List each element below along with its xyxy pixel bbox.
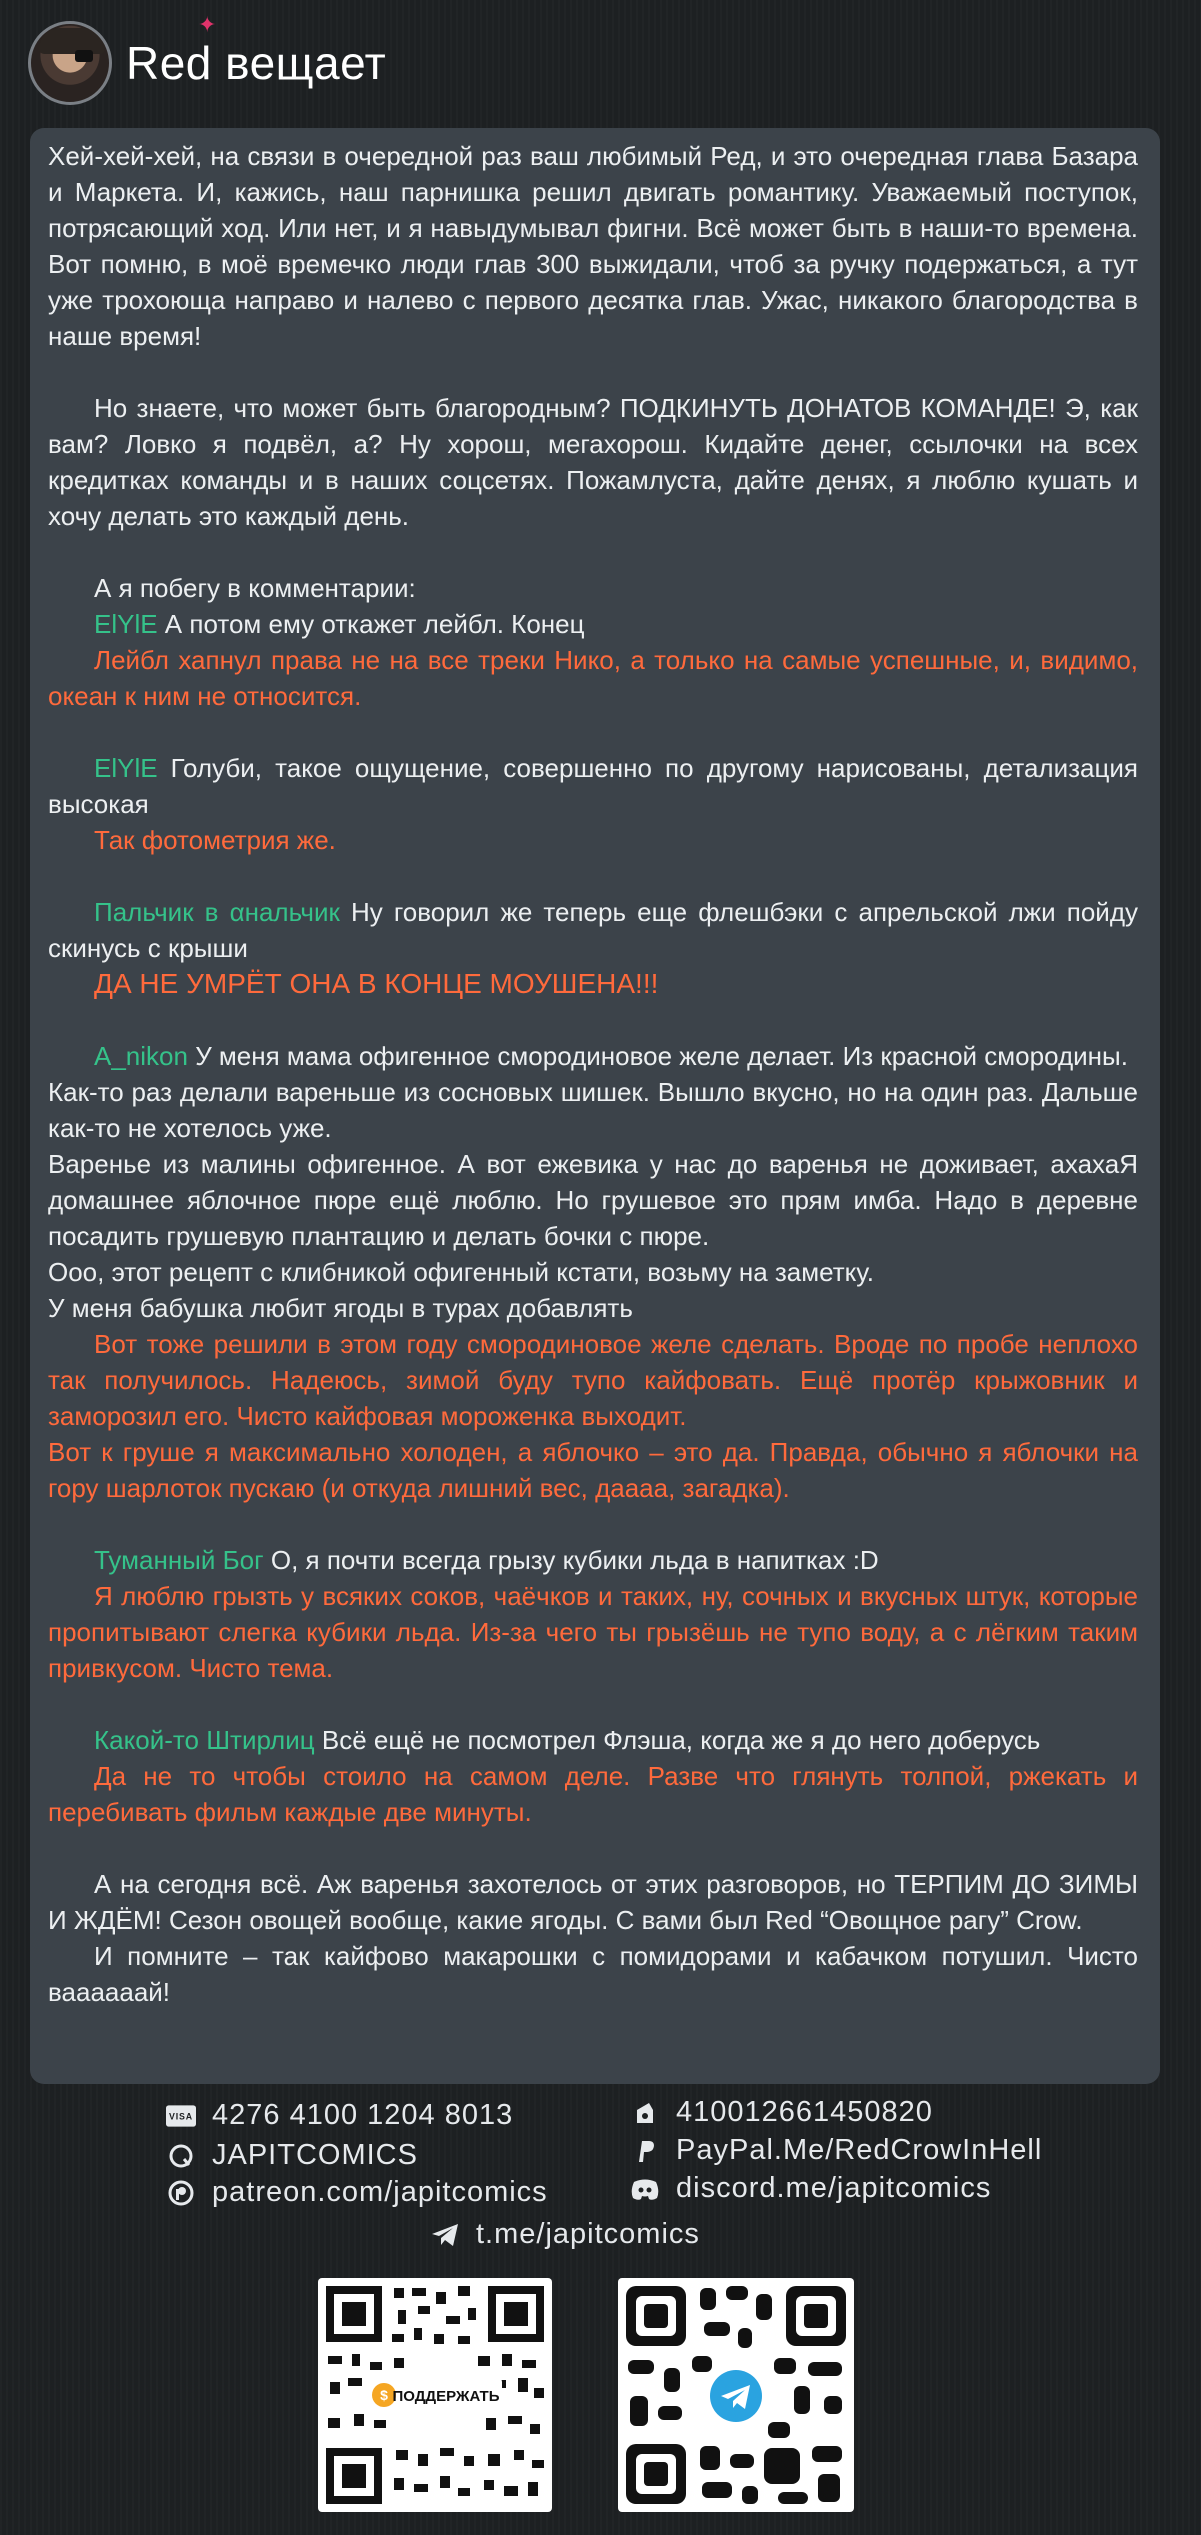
reply-3: ДА НЕ УМРЁТ ОНА В КОНЦЕ МОУШЕНА!!! — [94, 968, 659, 999]
comments-intro: А я побегу в комментарии: — [94, 573, 416, 603]
comment-1: ElYlE А потом ему откажет лейбл. Конец — [94, 609, 585, 639]
post-header — [28, 12, 387, 106]
qiwi-link[interactable]: JAPITCOMICS — [166, 2139, 418, 2172]
qr-pattern-telegram — [618, 2278, 854, 2512]
yoomoney-link[interactable]: 410012661450820 — [630, 2096, 933, 2129]
post-card — [30, 128, 1160, 2084]
discord-icon — [630, 2174, 660, 2204]
paypal-link[interactable]: PayPal.Me/RedCrowInHell — [630, 2134, 1042, 2167]
telegram-qr-code[interactable] — [618, 2278, 854, 2512]
comment-nick[interactable]: ElYlE — [94, 753, 158, 783]
comment-4-line-2: Как-то раз делали вареньше из сосновых шишек. Вышло вкусно, но на один раз. Дальше как-то не хотелось уже. — [48, 1077, 1138, 1143]
reply-5: Я люблю грызть у всяких соков, чаёчков и таких, ну, сочных и вкусных штук, которые пропитывают слегка кубики льда. Из-за чего ты грызёшь не тупо воду, а с лёгким таким привкусом. Чисто тема. — [48, 1581, 1138, 1683]
comment-3: Пальчик в αнальчик Ну говорил же теперь еще флешбэки с апрельской лжи пойду скинусь с крыши — [48, 897, 1138, 963]
reply-4b: Вот к груше я максимально холоден, а яблочко – это да. Правда, обычно я яблочки на гору шарлоток пускаю (и откуда лишний вес, даааа, загадка). — [48, 1437, 1138, 1503]
comment-nick[interactable]: Туманный Бог — [94, 1545, 264, 1575]
wallet-icon — [630, 2098, 660, 2128]
page-title: Red вещает ✦ — [126, 12, 387, 89]
outro-closing: И помните – так кайфово макарошки с помидорами и кабачком потушил. Чисто ваааааай! — [48, 1941, 1138, 2007]
discord-link[interactable]: discord.me/japitcomics — [630, 2172, 991, 2205]
donate-paragraph: Но знаете, что может быть благородным? ПОДКИНУТЬ ДОНАТОВ КОМАНДЕ! Э, как вам? Ловко я подвёл, а? Ну хорош, мегахорош. Кидайте денег, ссылочки на всех кредитках команды и в наших соцсетях. Пожамлуста, дайте денях, я люблю кушать и хочу делать это каждый день. — [48, 393, 1138, 531]
patreon-icon — [166, 2178, 196, 2208]
avatar[interactable] — [28, 21, 112, 105]
visa-icon — [166, 2101, 196, 2131]
reply-4a: Вот тоже решили в этом году смородиновое желе сделать. Вроде по пробе неплохо так получилось. Надеюсь, зимой буду тупо кайфовать. Ещё протёр крыжовник и заморозил его. Чисто кайфовая мороженка выходит. — [48, 1329, 1138, 1431]
comment-nick[interactable]: Пальчик в αнальчик — [94, 897, 340, 927]
comment-nick[interactable]: ElYlE — [94, 609, 158, 639]
comment-nick[interactable]: A_nikon — [94, 1041, 188, 1071]
svg-text:VISA: VISA — [168, 2111, 194, 2122]
qiwi-icon — [166, 2141, 196, 2171]
comment-4-line-3: Варенье из малины офигенное. А вот ежевика у нас до варенья не доживает, ахахаЯ домашнее яблочное пюре ещё люблю. Но грушевое это прям имба. Надо в деревне посадить грушевую плантацию и делать бочки с пюре. — [48, 1149, 1138, 1251]
support-qr-code[interactable] — [318, 2278, 552, 2512]
reply-2: Так фотометрия же. — [94, 825, 336, 855]
reply-1: Лейбл хапнул права не на все треки Нико, а только на самые успешные, и, видимо, океан к ним не относится. — [48, 645, 1138, 711]
comment-4: A_nikon У меня мама офигенное смородиновое желе делает. Из красной смородины. — [94, 1041, 1128, 1071]
patreon-link[interactable]: patreon.com/japitcomics — [166, 2176, 548, 2209]
spark-icon: ✦ — [198, 12, 217, 37]
telegram-link[interactable]: t.me/japitcomics — [430, 2218, 700, 2251]
card-number-link[interactable]: VISA 4276 4100 1204 8013 — [166, 2099, 513, 2132]
qr-badge-label: ПОДДЕРЖАТЬ — [392, 2388, 500, 2405]
telegram-icon — [430, 2220, 460, 2250]
intro-paragraph: Хей-хей-хей, на связи в очередной раз ваш любимый Ред, и это очередная глава Базара и Маркета. И, кажись, наш парнишка решил двигать романтику. Уважаемый поступок, потрясающий ход. Или нет, и я навыдумывал фигни. Всё может быть в наши-то времена. Вот помню, в моё времечко люди глав 300 выжидали, чтоб за ручку подержаться, а тут уже трохоюща направо и налево с первого десятка глав. Ужас, никакого благородства в наше время! — [48, 141, 1138, 351]
svg-text:$: $ — [380, 2387, 388, 2403]
comment-5: Туманный Бог О, я почти всегда грызу кубики льда в напитках :D — [94, 1545, 879, 1575]
comment-6: Какой-то Штирлиц Всё ещё не посмотрел Флэша, когда же я до него доберусь — [94, 1725, 1041, 1755]
comment-4-line-4: Ооо, этот рецепт с клибникой офигенный кстати, возьму на заметку. — [48, 1257, 874, 1287]
paypal-icon — [630, 2136, 660, 2166]
reply-6: Да не то чтобы стоило на самом деле. Разве что глянуть толпой, ржекать и перебивать фильм каждые две минуты. — [48, 1761, 1138, 1827]
comment-4-line-5: У меня бабушка любит ягоды в турах добавлять — [48, 1293, 633, 1323]
qr-pattern-support — [318, 2278, 552, 2512]
outro-paragraph: А на сегодня всё. Аж варенья захотелось от этих разговоров, но ТЕРПИМ ДО ЗИМЫ И ЖДЁМ! Сезон овощей вообще, какие ягоды. С вами был Red “Овощное рагу” Crow. — [48, 1869, 1138, 1935]
comment-2: ElYlE Голуби, такое ощущение, совершенно по другому нарисованы, детализация высокая — [48, 753, 1138, 819]
comment-nick[interactable]: Какой-то Штирлиц — [94, 1725, 315, 1755]
